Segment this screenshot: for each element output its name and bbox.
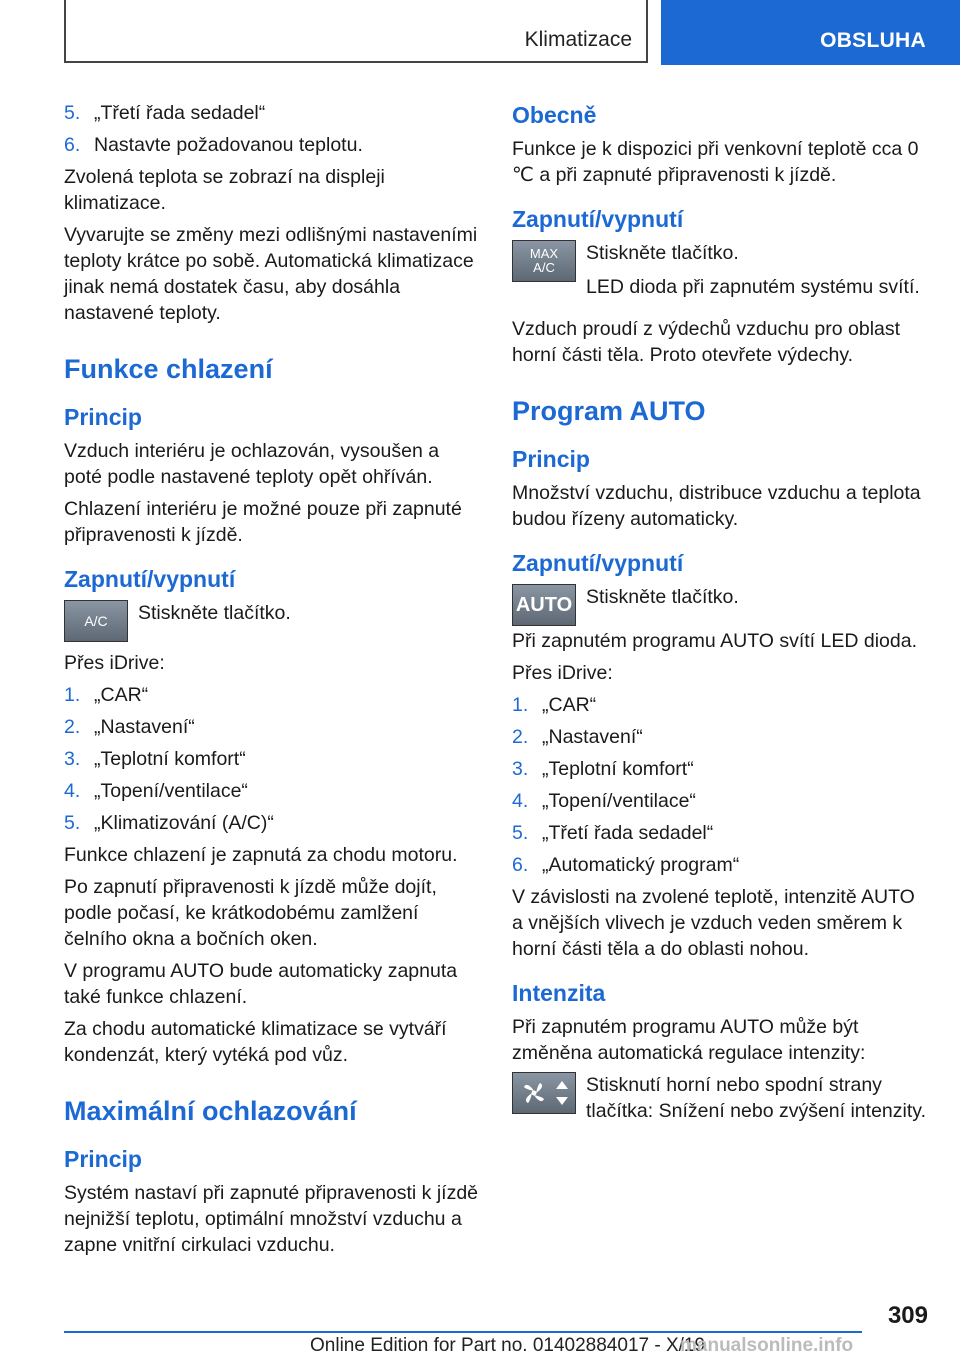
fan-intensity-button-icon <box>512 1072 576 1114</box>
heading-princip: Princip <box>64 404 142 430</box>
list-number: 1. <box>64 684 81 706</box>
paragraph: Při zapnutém programu AUTO může být změněna automatická regulace intenzity: <box>512 1016 866 1064</box>
list-number: 5. <box>512 822 529 844</box>
paragraph: Systém nastaví při zapnuté připravenosti k jízdě nejnižší teplotu, optimální množství vzduchu a zapne vnitřní cirkulaci vzduchu. <box>64 1182 479 1256</box>
paragraph: Za chodu automatické klimatizace se vytváří kondenzát, který vytéká pod vůz. <box>64 1018 447 1066</box>
paragraph: Množství vzduchu, distribuce vzduchu a teplota budou řízeny automaticky. <box>512 482 921 530</box>
list-number: 3. <box>64 748 81 770</box>
chapter-tab <box>661 0 960 65</box>
heading-on-off: Zapnutí/vypnutí <box>512 550 684 576</box>
list-item <box>512 756 930 782</box>
paragraph: Stiskněte tlačítko. <box>586 242 739 264</box>
list-number: 5. <box>64 102 81 124</box>
button-instruction <box>512 1072 930 1132</box>
max-label: MAX <box>529 246 559 261</box>
list-item <box>64 746 482 772</box>
heading-general: Obecně <box>512 102 597 128</box>
watermark: manualsonline.info <box>680 1335 854 1356</box>
list-item <box>64 778 482 804</box>
ac-button-icon: A/C <box>64 600 128 642</box>
list-text: „Topení/ventilace“ <box>542 790 696 812</box>
list-item <box>64 810 482 836</box>
list-number: 4. <box>64 780 81 802</box>
button-instruction <box>512 584 930 626</box>
footer-divider <box>64 1331 862 1333</box>
paragraph: V programu AUTO bude automaticky zapnuta také funkce chlazení. <box>64 960 458 1008</box>
heading-program-auto: Program AUTO <box>512 396 706 426</box>
paragraph: Stiskněte tlačítko. <box>138 602 291 624</box>
list-item <box>64 100 482 126</box>
list-text: „Nastavení“ <box>542 726 643 748</box>
list-text: Nastavte požadovanou teplotu. <box>94 134 363 156</box>
heading-on-off: Zapnutí/vypnutí <box>512 206 684 232</box>
right-column <box>512 100 930 1140</box>
list-number: 4. <box>512 790 529 812</box>
list-number: 6. <box>64 134 81 156</box>
header-frame <box>64 0 648 63</box>
list-text: „Nastavení“ <box>94 716 195 738</box>
paragraph: Přes iDrive: <box>512 662 613 684</box>
list-text: „Teplotní komfort“ <box>94 748 246 770</box>
list-item <box>64 132 482 158</box>
paragraph: Stiskněte tlačítko. <box>586 586 739 608</box>
heading-princip: Princip <box>512 446 590 472</box>
paragraph: Vyvarujte se změny mezi odlišnými nastaveními teploty krátce po sobě. Automatická klimatizace jinak nemá dostatek času, aby dosáhla nastavené teploty. <box>64 224 478 324</box>
paragraph: Po zapnutí připravenosti k jízdě může dojít, podle počasí, ke krátkodobému zamlžení čelního okna a bočních oken. <box>64 876 437 950</box>
heading-princip: Princip <box>64 1146 142 1172</box>
button-instruction <box>512 240 930 308</box>
paragraph: Funkce chlazení je zapnutá za chodu motoru. <box>64 844 458 866</box>
auto-button-icon: AUTO <box>512 584 576 626</box>
list-number: 1. <box>512 694 529 716</box>
paragraph: Při zapnutém programu AUTO svítí LED dioda. <box>512 630 917 652</box>
edition-info: Online Edition for Part no. 01402884017 - X/19 <box>310 1335 706 1356</box>
list-item <box>512 852 930 878</box>
list-item <box>64 682 482 708</box>
list-item <box>512 788 930 814</box>
paragraph: Funkce je k dispozici při venkovní teplotě cca 0 ℃ a při zapnuté připravenosti k jízdě. <box>512 138 919 186</box>
page-number: 309 <box>887 1302 928 1329</box>
list-text: „Klimatizování (A/C)“ <box>94 812 274 834</box>
heading-cooling: Funkce chlazení <box>64 354 273 384</box>
paragraph: V závislosti na zvolené teplotě, intenzitě AUTO a vnějších vlivech je vzduch veden směrem k horní části těla a do oblasti nohou. <box>512 886 915 960</box>
list-number: 5. <box>64 812 81 834</box>
paragraph: LED dioda při zapnutém systému svítí. <box>586 276 920 298</box>
paragraph: Stisknutí horní nebo spodní strany tlačítka: Snížení nebo zvýšení intenzity. <box>586 1074 926 1122</box>
left-column <box>64 100 482 1264</box>
paragraph: Vzduch proudí z výdechů vzduchu pro oblast horní části těla. Proto otevřete výdechy. <box>512 318 901 366</box>
list-text: „Třetí řada sedadel“ <box>94 102 266 124</box>
list-item <box>512 820 930 846</box>
ac-label: A/C <box>533 260 555 275</box>
list-item <box>512 692 930 718</box>
list-item <box>64 714 482 740</box>
paragraph: Chlazení interiéru je možné pouze při zapnuté připravenosti k jízdě. <box>64 498 462 546</box>
list-text: „Topení/ventilace“ <box>94 780 248 802</box>
fan-icon <box>516 1075 572 1111</box>
list-text: „Třetí řada sedadel“ <box>542 822 714 844</box>
max-ac-button-icon <box>512 240 576 282</box>
paragraph: Přes iDrive: <box>64 652 165 674</box>
list-number: 6. <box>512 854 529 876</box>
chapter-tab-label: OBSLUHA <box>820 29 926 52</box>
paragraph: Zvolená teplota se zobrazí na displeji klimatizace. <box>64 166 385 214</box>
heading-on-off: Zapnutí/vypnutí <box>64 566 236 592</box>
list-text: „Teplotní komfort“ <box>542 758 694 780</box>
section-title: Klimatizace <box>524 28 632 51</box>
list-text: „CAR“ <box>542 694 597 716</box>
paragraph: Vzduch interiéru je ochlazován, vysoušen a poté podle nastavené teploty opět ohříván. <box>64 440 440 488</box>
list-number: 2. <box>512 726 529 748</box>
list-number: 3. <box>512 758 529 780</box>
heading-max-cooling: Maximální ochlazování <box>64 1096 357 1126</box>
list-text: „Automatický program“ <box>542 854 740 876</box>
button-instruction <box>64 600 482 642</box>
list-item <box>512 724 930 750</box>
list-text: „CAR“ <box>94 684 149 706</box>
list-number: 2. <box>64 716 81 738</box>
heading-intensity: Intenzita <box>512 980 606 1006</box>
